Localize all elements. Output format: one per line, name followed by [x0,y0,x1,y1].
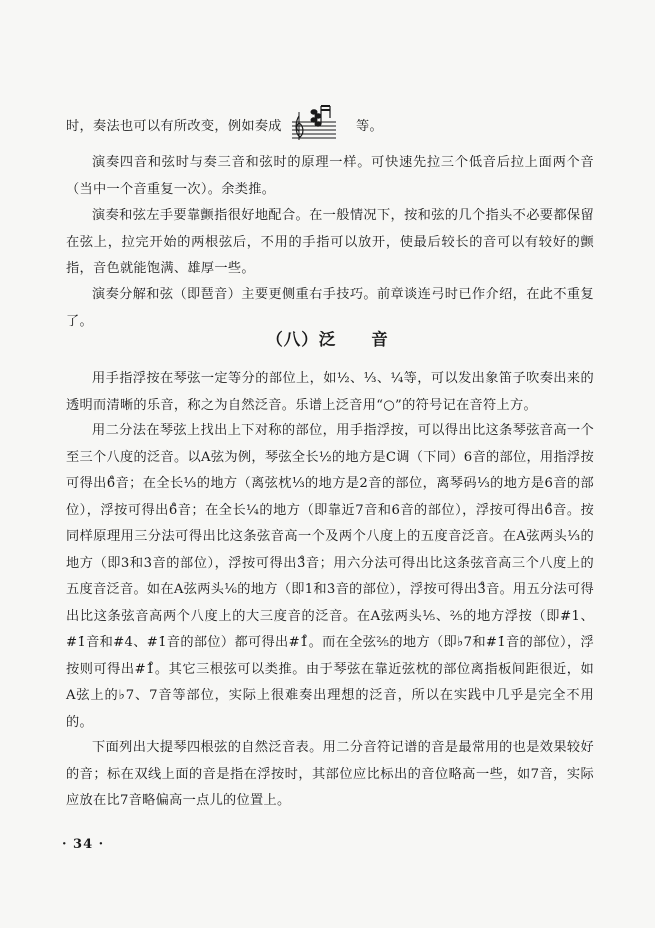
paragraph-arpeggio: 演奏分解和弦（即琶音）主要更侧重右手技巧。前章谈连弓时已作介绍，在此不重复了。 [66,287,594,329]
section-title: （八）泛 音 [266,330,389,349]
paragraph-chord-vibrato: 演奏和弦左手要靠颤指很好地配合。在一般情况下，按和弦的几个指头不必要都保留在弦上，拉完开始的两根弦后，不用的手指可以放开，使最后较长的音可以有较好的颤指，音色就能饱满、雄厚一些。 [66,208,594,276]
page-number: · 34 · [62,837,105,852]
intro-line-after: 等。 [356,119,383,134]
paragraph-four-note-chords: 演奏四音和弦时与奏三音和弦时的原理一样。可快速先拉三个低音后拉上面两个音（当中一个音重复一次）。余类推。 [66,155,594,197]
paragraph-natural-harmonics: 用手指浮按在琴弦一定等分的部位上，如½、⅓、¼等，可以发出象笛子吹奏出来的透明而清晰的乐音，称之为自然泛音。乐谱上泛音用“○”的符号记在音符上方。 [66,371,594,413]
paragraph-harmonic-division: 用二分法在琴弦上找出上下对称的部位，用手指浮按，可以得出比这条琴弦音高一个至三个八度的泛音。以A弦为例，琴弦全长½的地方是C调（下同）6音的部位，用指浮按可得出6̊音；在全长⅓的地方（离弦枕⅓的地方是2音的部位，离琴码⅓的地方是6̇音的部位），浮按可得出6̊音；在全长¼的地方（即靠近7音和6̇音的部位），浮按可得出6̊音。按同样原理用三分法可得出比这条弦音高一个及两个八度上的五度音泛音。在A弦两头⅓的地方（即3和3̇音的部位），浮按可得出3̊音；用六分法可得出比这条弦音高三个八度上的五度音泛音。如在A弦两头⅙的地方（即1和3̇音的部位），浮按可得出3̊音。用五分法可得出比这条弦音高两个八度上的大三度音的泛音。在A弦两头⅕、⅖的地方浮按（即#1、#1̇音和#4、#1̇音的部位）都可得出#1̊。而在全弦⅖的地方（即♭7和#1̇音的部位），浮按则可得出#1̊。其它三根弦可以类推。由于琴弦在靠近弦枕的部位离指板间距很近，如A弦上的♭7、7音等部位，实际上很难奏出理想的泛音，所以在实践中几乎是完全不用的。 [66,423,594,730]
paragraph-harmonic-table: 下面列出大提琴四根弦的自然泛音表。用二分音符记谱的音是最常用的也是效果较好的音；标在双线上面的音是指在浮按时，其部位应比标出的音位略高一些，如7音，实际应放在比7音略偏高一点儿的位置上。 [66,740,594,808]
intro-line-before: 时，奏法也可以有所改变，例如奏成 [66,119,282,134]
intro-line [66,114,383,140]
music-notation-icon [292,104,336,144]
